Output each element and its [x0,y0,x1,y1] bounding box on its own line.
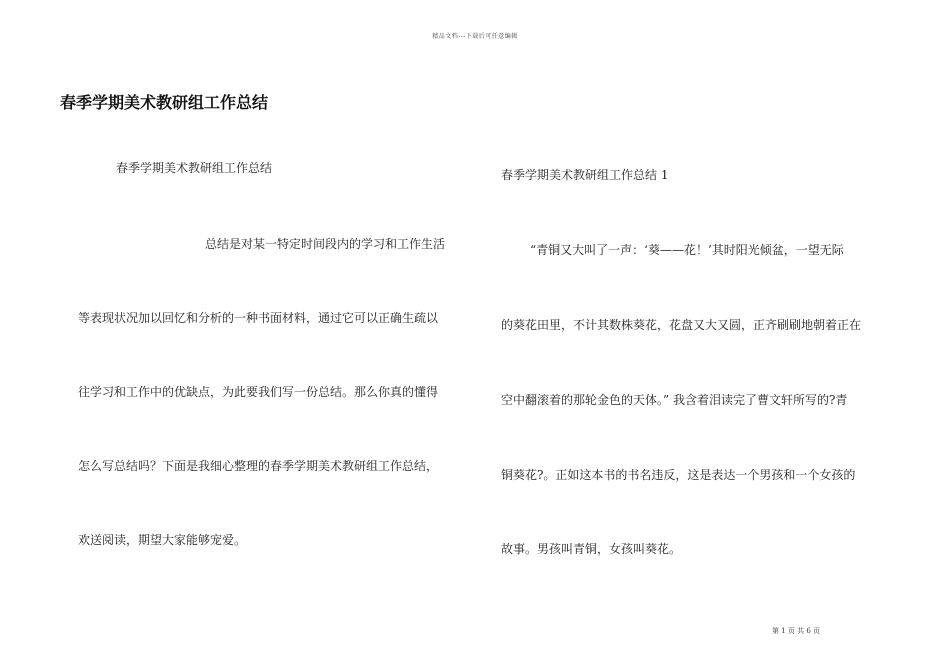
right-paragraph-line: 的葵花田里，不计其数株葵花，花盘又大又圆，正齐刷刷地朝着正在 [501,318,862,332]
left-paragraph-line: 欢送阅读，期望大家能够宠爱。 [78,533,247,547]
right-paragraph-line: 故事。男孩叫青铜，女孩叫葵花。 [501,542,682,556]
left-paragraph-line: 总结是对某一特定时间段内的学习和工作生活 [205,237,446,251]
right-section-heading: 春季学期美术教研组工作总结 1 [501,168,669,182]
left-paragraph-line: 怎么写总结吗？下面是我细心整理的春季学期美术教研组工作总结， [78,459,439,473]
right-paragraph-line: 空中翻滚着的那轮金色的天体。” 我含着泪读完了曹文轩所写的?青 [501,393,848,407]
left-subtitle: 春季学期美术教研组工作总结 [116,161,273,175]
page-title: 春季学期美术教研组工作总结 [60,93,269,112]
left-paragraph-line: 等表现状况加以回忆和分析的一种书面材料，通过它可以正确生疏以 [78,311,439,325]
header-note: 精品文档---下载后可任意编辑 [432,33,518,40]
page-number: 第 1 页 共 6 页 [772,627,821,635]
right-paragraph-line: “青铜又大叫了一声：‘葵——花！’其时阳光倾盆，一望无际 [530,243,844,257]
left-paragraph-line: 往学习和工作中的优缺点，为此要我们写一份总结。那么你真的懂得 [78,385,439,399]
right-paragraph-line: 铜葵花?。正如这本书的书名违反，这是表达一个男孩和一个女孩的 [501,468,856,482]
